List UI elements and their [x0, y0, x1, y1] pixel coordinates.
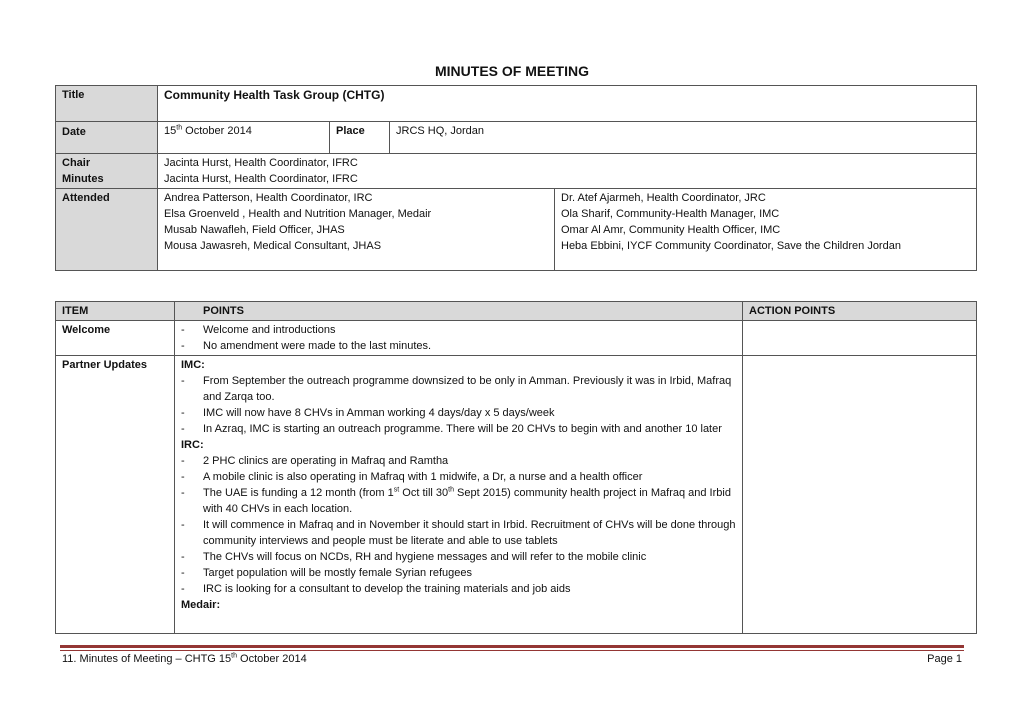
list-item: - A mobile clinic is also operating in Mafraq with 1 midwife, a Dr, a nurse and a health officer — [181, 469, 736, 485]
table-header-row — [56, 302, 977, 321]
list-item: - From September the outreach programme downsized to be only in Amman. Previously it was in Irbid, Mafraq and Zarqa too. — [181, 373, 736, 405]
imc-heading: IMC: — [181, 359, 205, 371]
list-item: - It will commence in Mafraq and in November it should start in Irbid. Recruitment of CHVs will be done through community interviews and people must be literate and able to use tablets — [181, 517, 736, 549]
chair-label: Chair — [62, 157, 91, 169]
list-item: - Target population will be mostly female Syrian refugees — [181, 565, 736, 581]
date-label: Date — [56, 122, 158, 154]
place-label: Place — [330, 122, 390, 154]
footer-rule — [60, 645, 964, 648]
attended-right-list — [555, 189, 977, 271]
attendee: Andrea Patterson, Health Coordinator, IRC — [164, 192, 373, 204]
item-partner-updates: Partner Updates — [56, 356, 175, 634]
attendee: Musab Nawafleh, Field Officer, JHAS — [164, 224, 345, 236]
attendee: Elsa Groenveld , Health and Nutrition Manager, Medair — [164, 208, 432, 220]
meeting-info-table — [55, 85, 977, 271]
action-partner-updates — [743, 356, 977, 634]
footer-rule-thin — [60, 650, 964, 651]
list-item: - The CHVs will focus on NCDs, RH and hygiene messages and will refer to the mobile clinic — [181, 549, 736, 565]
minutes-label: Minutes — [62, 173, 104, 185]
attendee: Mousa Jawasreh, Medical Consultant, JHAS — [164, 240, 382, 252]
attendee: Ola Sharif, Community-Health Manager, IMC — [561, 208, 780, 220]
medair-heading: Medair: — [181, 599, 221, 611]
item-welcome: Welcome — [56, 321, 175, 356]
header-action-points: ACTION POINTS — [743, 302, 977, 321]
chair-minutes-values — [158, 154, 977, 189]
action-welcome — [743, 321, 977, 356]
points-welcome — [175, 321, 743, 356]
list-item: - IRC is looking for a consultant to develop the training materials and job aids — [181, 581, 736, 597]
list-item: - In Azraq, IMC is starting an outreach programme. There will be 20 CHVs to begin with and another 10 later — [181, 421, 736, 437]
place-value: JRCS HQ, Jordan — [390, 122, 977, 154]
points-partner-updates — [175, 356, 743, 634]
attended-label: Attended — [56, 189, 158, 271]
irc-heading: IRC: — [181, 439, 204, 451]
minutes-value: Jacinta Hurst, Health Coordinator, IFRC — [164, 173, 358, 185]
footer-page-number: Page 1 — [927, 653, 962, 665]
title-value: Community Health Task Group (CHTG) — [158, 86, 977, 122]
header-item: ITEM — [56, 302, 175, 321]
attendee: Omar Al Amr, Community Health Officer, IMC — [561, 224, 781, 236]
agenda-items-table — [55, 301, 977, 634]
table-row — [56, 356, 977, 634]
list-item: - 2 PHC clinics are operating in Mafraq and Ramtha — [181, 453, 736, 469]
attended-left-list — [158, 189, 555, 271]
list-item: - IMC will now have 8 CHVs in Amman working 4 days/day x 5 days/week — [181, 405, 736, 421]
chair-minutes-labels — [56, 154, 158, 189]
header-points: POINTS — [175, 302, 743, 321]
attendee: Dr. Atef Ajarmeh, Health Coordinator, JRC — [561, 192, 766, 204]
attendee: Heba Ebbini, IYCF Community Coordinator, Save the Children Jordan — [561, 240, 901, 252]
chair-value: Jacinta Hurst, Health Coordinator, IFRC — [164, 157, 358, 169]
title-label: Title — [56, 86, 158, 122]
date-value: 15th October 2014 — [158, 122, 330, 154]
list-item: - The UAE is funding a 12 month (from 1st Oct till 30th Sept 2015) community health project in Mafraq and Irbid with 40 CHVs in each location. — [181, 485, 736, 517]
footer-document-label: 11. Minutes of Meeting – CHTG 15th October 2014 — [62, 652, 307, 665]
list-item: - No amendment were made to the last minutes. — [181, 338, 736, 354]
table-row — [56, 321, 977, 356]
document-title: MINUTES OF MEETING — [435, 63, 589, 79]
list-item: - Welcome and introductions — [181, 322, 736, 338]
